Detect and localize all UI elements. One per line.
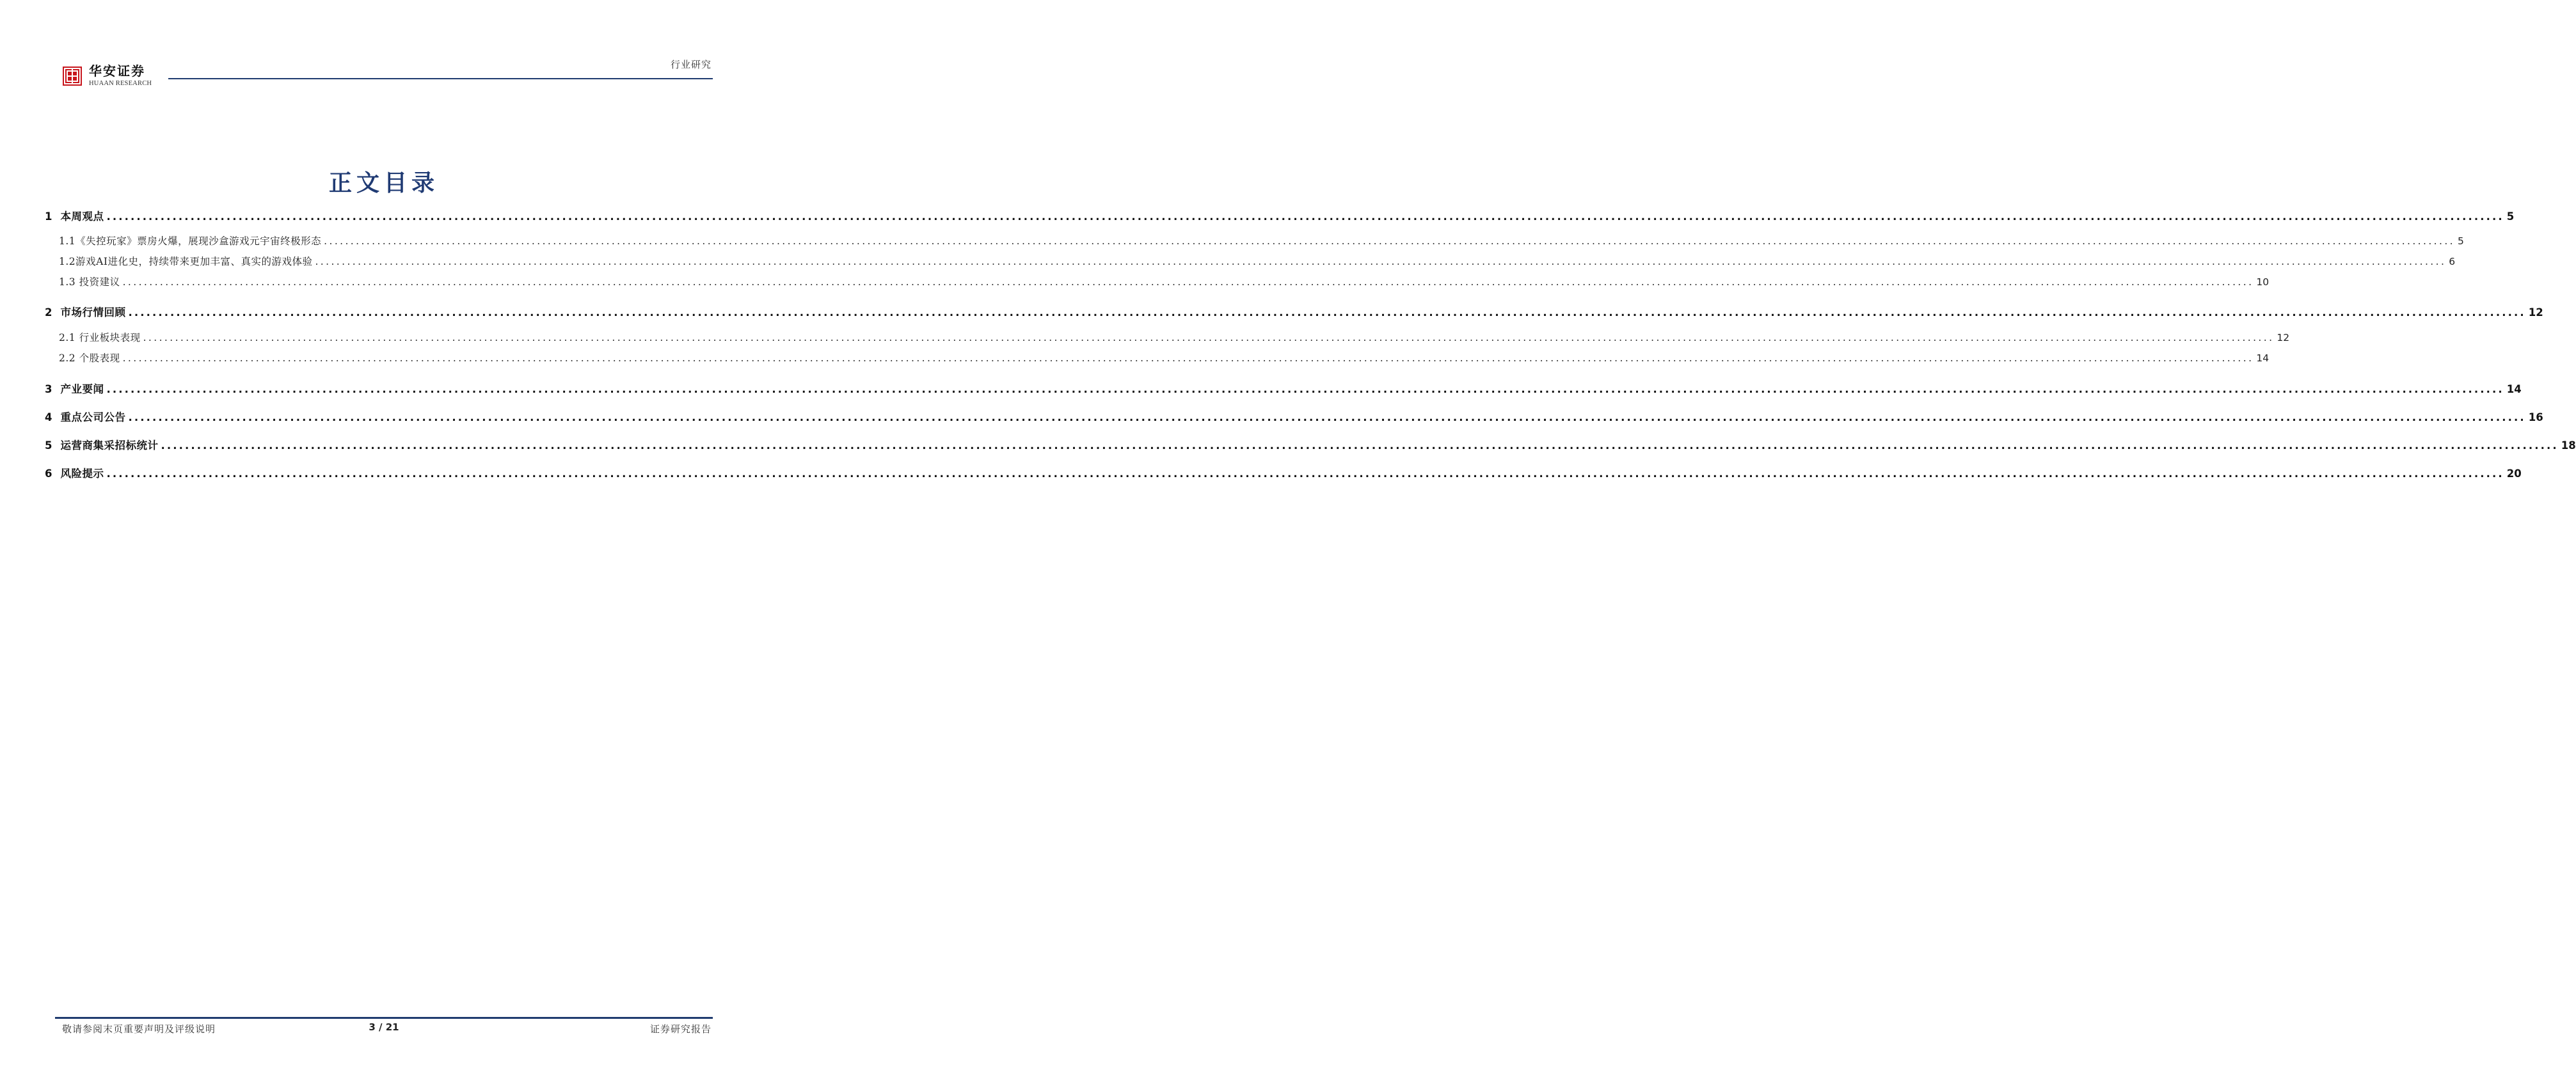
dot-leader: ................................................................................................................................................................................................................................................................................................................................................................................................................ [315, 256, 2447, 267]
toc-entry-3[interactable] [45, 381, 2522, 396]
dot-leader: ................................................................................................................................................................................................................................................................................................................................................................................................................ [161, 439, 2559, 452]
toc-entry-2-2[interactable] [59, 350, 2270, 365]
dot-leader: ................................................................................................................................................................................................................................................................................................................................................................................................................ [324, 235, 2455, 247]
dot-leader: ................................................................................................................................................................................................................................................................................................................................................................................................................ [143, 332, 2275, 343]
dot-leader: ................................................................................................................................................................................................................................................................................................................................................................................................................ [122, 352, 2254, 364]
toc-entry-2-1[interactable] [59, 330, 2290, 344]
toc-entry-2[interactable] [45, 304, 2543, 319]
toc-entry-number: 1 [45, 210, 52, 223]
brand-name-en: HUAAN RESEARCH [89, 80, 152, 87]
toc-entry-number: 6 [45, 468, 52, 480]
dot-leader: ................................................................................................................................................................................................................................................................................................................................................................................................................ [128, 411, 2526, 423]
dot-leader: ................................................................................................................................................................................................................................................................................................................................................................................................................ [128, 306, 2526, 319]
toc-entry-text: 市场行情回顾 [60, 306, 126, 319]
toc-entry-text: 《失控玩家》票房火爆，展现沙盒游戏元宇宙终极形态 [76, 235, 322, 247]
toc-entry-text: 个股表现 [79, 352, 120, 364]
toc-entry-1-1[interactable] [59, 233, 2464, 248]
toc-entry-number: 5 [45, 439, 52, 452]
footer-divider [55, 1017, 713, 1019]
toc-entry-5[interactable] [45, 437, 2576, 452]
toc-entry-text: 本周观点 [60, 210, 104, 223]
toc-entry-number: 2.2 [59, 352, 76, 364]
toc-entry-text: 行业板块表现 [79, 332, 141, 343]
toc-entry-text: 产业要闻 [60, 383, 104, 395]
toc-entry-1[interactable] [45, 208, 2515, 223]
toc-entry-page: 20 [2506, 468, 2522, 480]
toc-entry-text: 重点公司公告 [60, 411, 126, 423]
toc-entry-number: 1.3 [59, 276, 76, 288]
toc-entry-page: 6 [2449, 256, 2456, 267]
report-type: 行业研究 [670, 59, 712, 70]
toc-entry-page: 16 [2528, 411, 2543, 423]
toc-entry-1-2[interactable] [59, 254, 2456, 268]
toc-entry-number: 4 [45, 411, 52, 423]
dot-leader: ................................................................................................................................................................................................................................................................................................................................................................................................................ [122, 276, 2254, 288]
toc-title: 正文目录 [328, 169, 439, 196]
toc-entry-text: 风险提示 [60, 468, 104, 480]
toc-entry-page: 12 [2277, 332, 2290, 343]
toc-entry-page: 14 [2256, 352, 2270, 364]
toc-entry-text: 运营商集采招标统计 [60, 439, 159, 452]
toc-entry-number: 1.1 [59, 235, 76, 247]
toc-entry-page: 5 [2457, 235, 2464, 247]
dot-leader: ................................................................................................................................................................................................................................................................................................................................................................................................................ [106, 383, 2504, 395]
huaan-logo-icon [62, 66, 83, 86]
toc-entry-number: 2 [45, 306, 52, 319]
toc-entry-page: 10 [2256, 276, 2270, 288]
toc-entry-page: 5 [2506, 210, 2515, 223]
dot-leader: ................................................................................................................................................................................................................................................................................................................................................................................................................ [106, 210, 2504, 223]
toc-entry-page: 12 [2528, 306, 2543, 319]
toc-entry-text: 游戏AI进化史，持续带来更加丰富、真实的游戏体验 [76, 256, 313, 267]
toc-entry-page: 18 [2561, 439, 2576, 452]
dot-leader: ................................................................................................................................................................................................................................................................................................................................................................................................................ [106, 468, 2504, 480]
toc-entry-4[interactable] [45, 409, 2543, 424]
header-divider [168, 78, 713, 79]
brand-name-cn: 华安证券 [89, 63, 145, 79]
toc-entry-text: 投资建议 [79, 276, 120, 288]
footer-disclaimer: 敬请参阅末页重要声明及评级说明 [62, 1023, 216, 1035]
toc-entry-number: 2.1 [59, 332, 76, 343]
toc-entry-number: 1.2 [59, 256, 76, 267]
page-number: 3 / 21 [369, 1021, 399, 1033]
toc-entry-6[interactable] [45, 465, 2522, 480]
toc-entry-page: 14 [2506, 383, 2522, 395]
toc-entry-number: 3 [45, 383, 52, 395]
footer-doc-type: 证券研究报告 [649, 1023, 712, 1035]
toc-entry-1-3[interactable] [59, 274, 2270, 288]
brand-logo [62, 64, 152, 88]
